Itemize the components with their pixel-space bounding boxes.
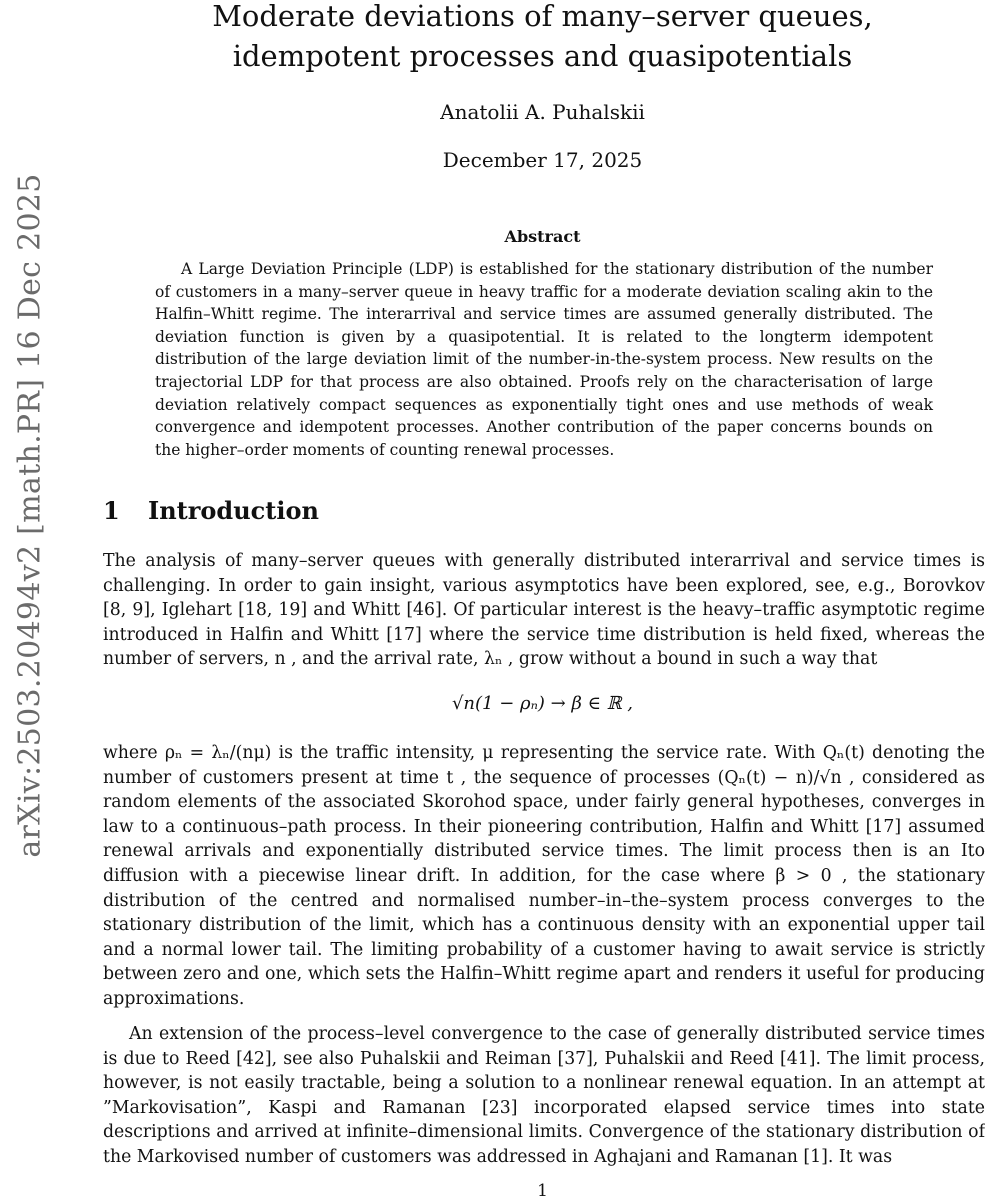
section-title: Introduction bbox=[148, 496, 319, 525]
title-line-1: Moderate deviations of many–server queues, bbox=[212, 0, 873, 33]
arxiv-identifier-text: arXiv:2503.20494v2 [math.PR] 16 Dec 2025 bbox=[12, 172, 48, 858]
paragraph-2: where ρₙ = λₙ/(nμ) is the traffic intensity, μ representing the service rate. With Qₙ(t) denoting the number of customers present at time t , the sequence of processes (Qₙ(t) − n)/√n , considered as random elements of the associated Skorohod space, under fairly general hypotheses, converges in law to a continuous–path process. In their pioneering contribution, Halfin and Whitt [17] assumed renewal arrivals and exponentially distributed service times. The limit process then is an Ito diffusion with a piecewise linear drift. In addition, for the case where β > 0 , the stationary distribution of the centred and normalised number–in–the–system process converges to the stationary distribution of the limit, which has a continuous density with an exponential upper tail and a normal lower tail. The limiting probability of a customer having to await service is strictly between zero and one, which sets the Halfin–Whitt regime apart and renders it useful for producing approximations. bbox=[103, 743, 985, 1009]
paragraph-3: An extension of the process–level convergence to the case of generally distributed service times is due to Reed [42], see also Puhalskii and Reiman [37], Puhalskii and Reed [41]. The limit process, however, is not easily tractable, being a solution to a nonlinear renewal equation. In an attempt at ”Markovisation”, Kaspi and Ramanan [23] incorporated elapsed service times into state descriptions and arrived at infinite–dimensional limits. Convergence of the stationary distribution of the Markovised number of customers was addressed in Aghajani and Ramanan [1]. It was bbox=[103, 1024, 985, 1167]
paper-title bbox=[100, 0, 985, 76]
page-number: 1 bbox=[537, 1181, 548, 1201]
display-equation: √n(1 − ρₙ) → β ∈ ℝ , bbox=[451, 693, 634, 714]
publication-date: December 17, 2025 bbox=[442, 148, 643, 172]
section-number: 1 bbox=[103, 496, 120, 525]
abstract-heading: Abstract bbox=[504, 227, 581, 246]
title-line-2: idempotent processes and quasipotentials bbox=[232, 39, 853, 73]
section-heading bbox=[103, 496, 319, 525]
paragraph-1: The analysis of many–server queues with generally distributed interarrival and service times is challenging. In order to gain insight, various asymptotics have been explored, see, e.g., Borovkov [8, 9], Iglehart [18, 19] and Whitt [46]. Of particular interest is the heavy–traffic asymptotic regime introduced in Halfin and Whitt [17] where the service time distribution is held fixed, whereas the number of servers, n , and the arrival rate, λₙ , grow without a bound in such a way that bbox=[103, 551, 985, 670]
author-name: Anatolii A. Puhalskii bbox=[440, 100, 645, 124]
abstract-body: A Large Deviation Principle (LDP) is established for the stationary distribution of the number of customers in a many–server queue in heavy traffic for a moderate deviation scaling akin to the Halfin–Whitt regime. The interarrival and service times are assumed generally distributed. The deviation function is given by a quasipotential. It is related to the longterm idempotent distribution of the large deviation limit of the number-in-the-system process. New results on the trajectorial LDP for that process are also obtained. Proofs rely on the characterisation of large deviation relatively compact sequences as exponentially tight ones and use methods of weak convergence and idempotent processes. Another contribution of the paper concerns bounds on the higher–order moments of counting renewal processes. bbox=[155, 260, 933, 459]
arxiv-sidebar-identifier bbox=[10, 160, 50, 870]
